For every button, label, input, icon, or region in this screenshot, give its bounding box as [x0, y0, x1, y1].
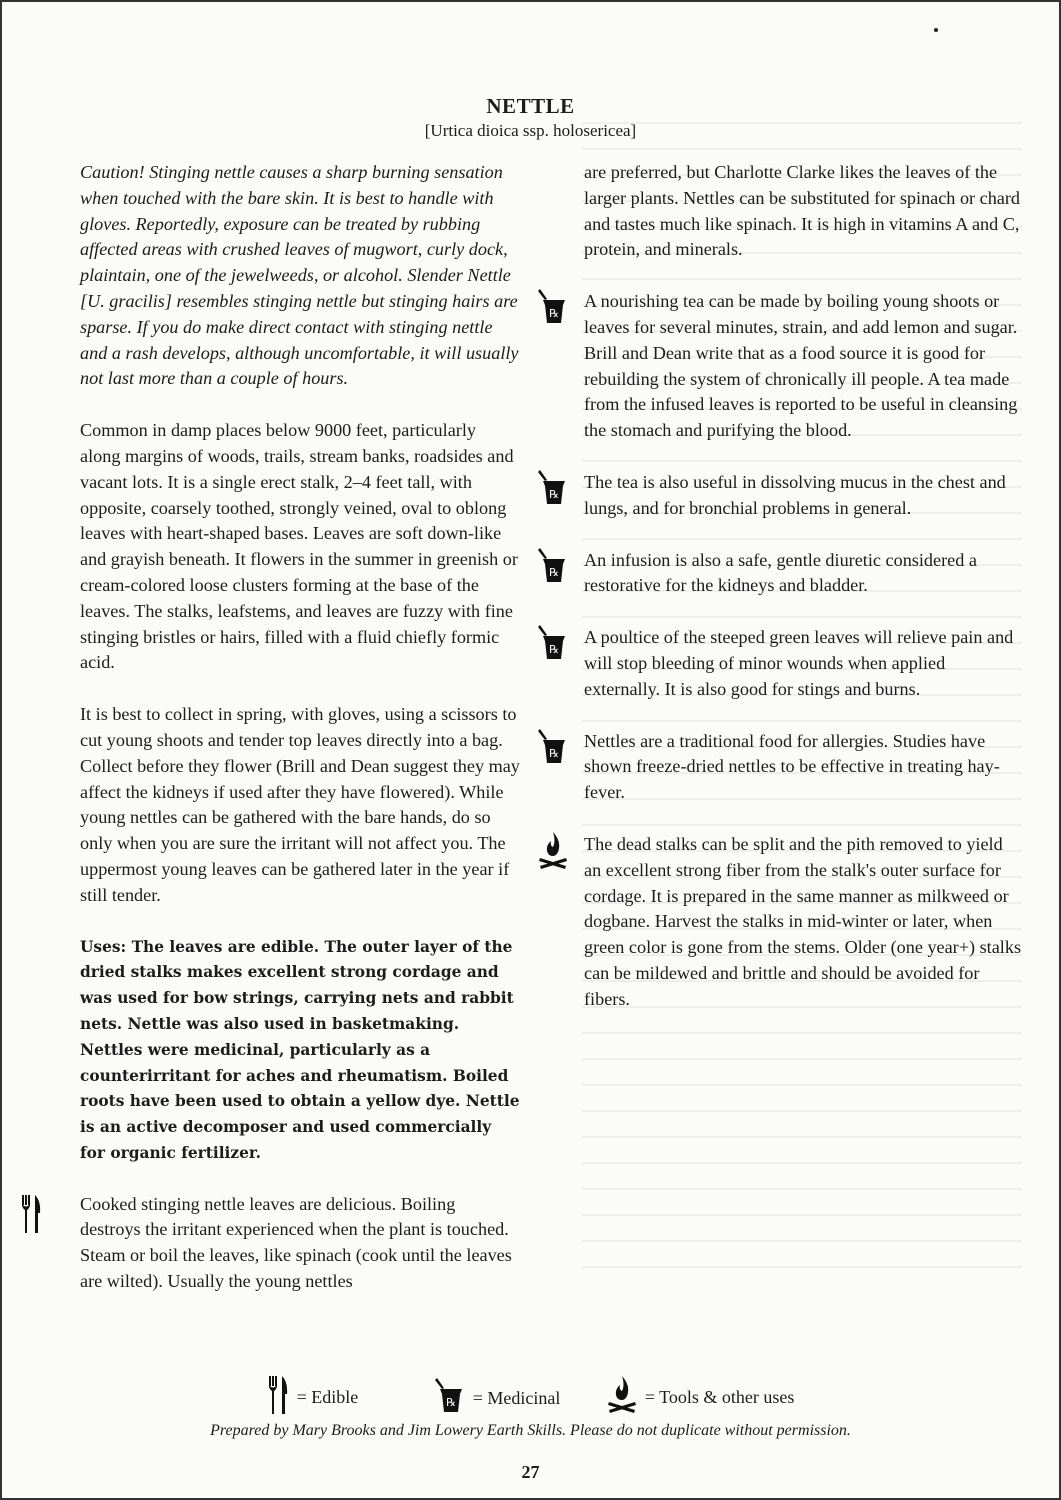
footer-credit: Prepared by Mary Brooks and Jim Lowery Earth Skills. Please do not duplicate without permission.: [210, 1422, 851, 1439]
medicinal-section: [549, 289, 1024, 444]
left-column: [80, 160, 520, 1295]
medicinal-paragraph: Nettles are a traditional food for allergies. Studies have shown freeze-dried nettles to be effective in treating hay-fever.: [584, 730, 1000, 803]
right-column: [549, 160, 1024, 1013]
svg-text:℞: ℞: [549, 565, 559, 579]
tools-section: [584, 832, 1024, 1013]
edible-paragraph: Cooked stinging nettle leaves are delicious. Boiling destroys the irritant experienced when the plant is touched. Steam or boil the leaves, like spinach (cook until the leaves are wilted). Usually the young nettles: [80, 1193, 512, 1292]
tools-paragraph: The dead stalks can be split and the pith removed to yield an excellent strong fiber from the stalk's outer surface for cordage. It is prepared in the same manner as milkweed or dogbane. Harvest the stalks in mid-winter or later, when green color is gone from the stems. Older (one year+) stalks can be mildewed and brittle and should be avoided for fibers.: [584, 833, 1022, 1009]
campfire-icon: [607, 1376, 645, 1419]
svg-text:℞: ℞: [549, 643, 559, 657]
medicinal-section: [549, 470, 1024, 522]
legend-edible: [267, 1376, 359, 1419]
legend-medicinal: [435, 1378, 561, 1419]
svg-text:℞: ℞: [549, 746, 559, 760]
scan-speck: [934, 28, 938, 32]
fork-knife-icon: [20, 1195, 42, 1233]
edible-section: [80, 1192, 520, 1295]
legend-tools: [607, 1376, 795, 1419]
rx-mortar-icon: [538, 289, 568, 325]
edible-paragraph-continued: are preferred, but Charlotte Clarke likes the leaves of the larger plants. Nettles can be substituted for spinach or chard and tastes much like spinach. It is high in vitamins A and C, protein, and minerals.: [584, 162, 1021, 260]
medicinal-paragraph: The tea is also useful in dissolving mucus in the chest and lungs, and for bronchial problems in general.: [584, 471, 1006, 518]
svg-text:℞: ℞: [549, 487, 559, 501]
legend-tools-label: = Tools & other uses: [644, 1387, 795, 1407]
rx-mortar-icon: [538, 470, 568, 506]
svg-text:℞: ℞: [549, 307, 559, 321]
scientific-name: [Urtica dioica ssp. holosericea]: [424, 121, 637, 140]
medicinal-section: [549, 548, 1024, 600]
rx-mortar-icon: [538, 548, 568, 584]
svg-text:℞: ℞: [445, 1396, 456, 1409]
medicinal-section: [549, 729, 1024, 806]
habitat-paragraph: Common in damp places below 9000 feet, particularly along margins of woods, trails, stream banks, roadsides and vacant lots. It is a single erect stalk, 2–4 feet tall, with opposite, coarsely toothed, strongly veined, oval to oblong leaves with heart-shaped bases. Leaves are soft down-like and grayish beneath. It flowers in the summer in greenish or cream-colored loose clusters forming at the base of the leaves. The stalks, leafstems, and leaves are fuzzy with fine stinging bristles or hairs, filled with a fluid chiefly formic acid.: [80, 420, 518, 673]
medicinal-paragraph: An infusion is also a safe, gentle diuretic considered a restorative for the kidneys and bladder.: [584, 549, 977, 596]
fork-knife-icon: [267, 1376, 297, 1419]
collect-paragraph: It is best to collect in spring, with gloves, using a scissors to cut young shoots and tender top leaves directly into a bag. Collect before they flower (Brill and Dean suggest they may affect the kidneys if used after they have flowered). While young nettles can be gathered with the bare hands, do so only when you are sure the irritant will not affect you. The uppermost young leaves can be gathered later in the year if still tender.: [80, 704, 520, 905]
medicinal-section: [549, 625, 1024, 702]
uses-paragraph: Uses: The leaves are edible. The outer layer of the dried stalks makes excellent strong cordage and was used for bow strings, carrying nets and rabbit nets. Nettle was also used in basketmaking. Nettles were medicinal, particularly as a counterirritant for aches and rheumatism. Boiled roots have been used to obtain a yellow dye. Nettle is an active decomposer and used commercially for organic fertilizer.: [80, 937, 520, 1162]
page-header: [2, 94, 1059, 141]
rx-mortar-icon: [538, 625, 568, 661]
page-title: NETTLE: [486, 94, 575, 118]
medicinal-paragraph: A poultice of the steeped green leaves will relieve pain and will stop bleeding of minor wounds when applied externally. It is also good for stings and burns.: [584, 627, 1014, 699]
page-number: 27: [521, 1462, 540, 1482]
rx-mortar-icon: [538, 729, 568, 765]
rx-mortar-icon: [435, 1378, 473, 1419]
legend-edible-label: = Edible: [296, 1387, 359, 1407]
campfire-icon: [538, 832, 568, 870]
caution-paragraph: Caution! Stinging nettle causes a sharp burning sensation when touched with the bare skin. It is best to handle with gloves. Reportedly, exposure can be treated by rubbing affected areas with crushed leaves of mugwort, curly dock, plaintain, one of the jewelweeds, or alcohol. Slender Nettle [U. gracilis] resembles stinging nettle but stinging hairs are sparse. If you do make direct contact with stinging nettle and a rash develops, although uncomfortable, it will usually not last more than a couple of hours.: [80, 162, 519, 389]
icon-legend: [2, 1376, 1059, 1419]
medicinal-paragraph: A nourishing tea can be made by boiling young shoots or leaves for several minutes, strain, and add lemon and sugar. Brill and Dean write that as a food source it is good for rebuilding the system of chronically ill people. A tea made from the infused leaves is reported to be useful in cleansing the stomach and purifying the blood.: [584, 291, 1018, 441]
legend-medicinal-label: = Medicinal: [472, 1388, 561, 1408]
